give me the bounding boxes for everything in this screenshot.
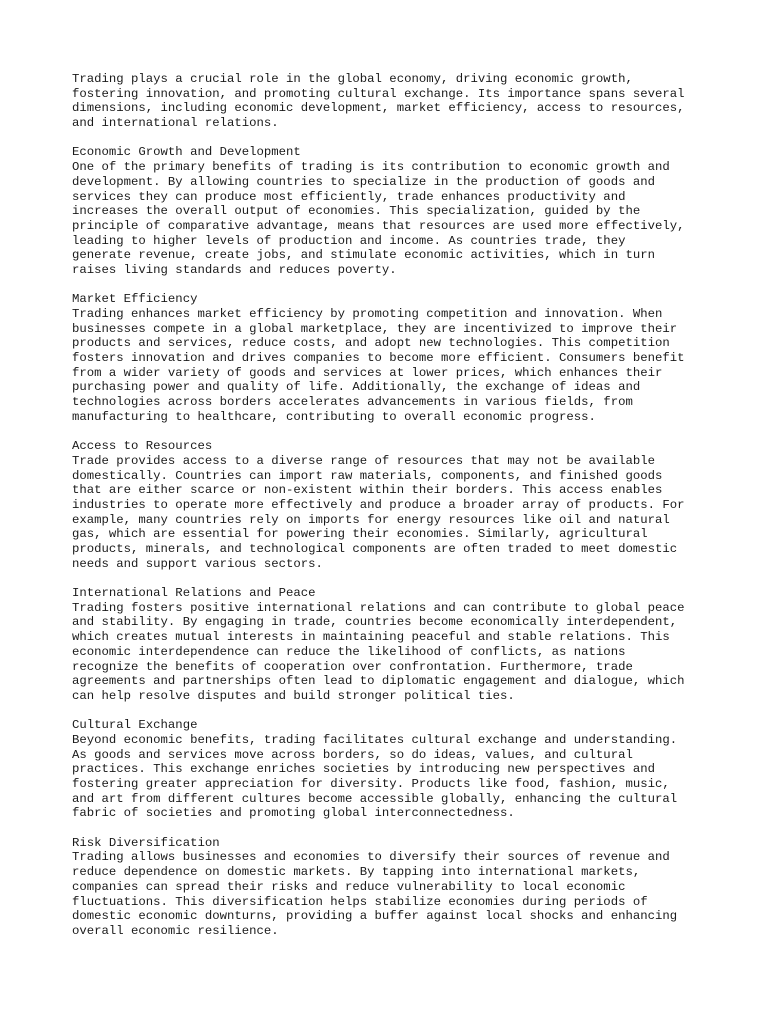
paragraph-line: from a wider variety of goods and services at lower prices, which enhances their: [72, 365, 663, 380]
paragraph-line: reduce dependence on domestic markets. By tapping into international markets,: [72, 865, 641, 880]
paragraph-line: industries to operate more effectively and produce a broader array of products. For: [72, 497, 685, 512]
paragraph-line: fosters innovation and drives companies to become more efficient. Consumers benefit: [72, 351, 685, 366]
paragraph-line: principle of comparative advantage, means that resources are used more effectively,: [72, 218, 685, 233]
paragraph-line: overall economic resilience.: [72, 923, 279, 938]
paragraph-line: needs and support various sectors.: [72, 556, 323, 571]
paragraph-line: domestically. Countries can import raw materials, components, and finished goods: [72, 468, 663, 483]
paragraph-line: companies can spread their risks and reduce vulnerability to local economic: [72, 879, 626, 894]
section-market-efficiency: [72, 292, 702, 424]
paragraph-line: practices. This exchange enriches societies by introducing new perspectives and: [72, 762, 655, 777]
paragraph-line: Trading plays a crucial role in the global economy, driving economic growth,: [72, 72, 633, 86]
paragraph-line: Trading fosters positive international relations and can contribute to global peace: [72, 600, 685, 615]
paragraph-line: and art from different cultures become accessible globally, enhancing the cultural: [72, 791, 678, 806]
section-heading: Access to Resources: [72, 439, 213, 454]
paragraph-line: development. By allowing countries to specialize in the production of goods and: [72, 174, 655, 189]
paragraph-line: Beyond economic benefits, trading facilitates cultural exchange and understanding.: [72, 732, 678, 747]
paragraph-line: agreements and partnerships often lead to diplomatic engagement and dialogue, which: [72, 674, 685, 689]
section-heading: Market Efficiency: [72, 292, 198, 307]
paragraph-line: economic interdependence can reduce the likelihood of conflicts, as nations: [72, 644, 626, 659]
paragraph-line: generate revenue, create jobs, and stimulate economic activities, which in turn: [72, 248, 655, 263]
paragraph-line: dimensions, including economic development, market efficiency, access to resources,: [72, 101, 685, 116]
section-heading: Risk Diversification: [72, 835, 220, 850]
paragraph-line: and international relations.: [72, 116, 279, 131]
paragraph-line: fabric of societies and promoting global interconnectedness.: [72, 806, 515, 821]
paragraph-line: increases the overall output of economies. This specialization, guided by the: [72, 204, 641, 219]
paragraph-line: fostering greater appreciation for diversity. Products like food, fashion, music,: [72, 777, 670, 791]
paragraph-line: and stability. By engaging in trade, countries become economically interdependent,: [72, 615, 678, 630]
section-heading: Cultural Exchange: [72, 718, 198, 733]
paragraph-line: Trading allows businesses and economies to diversify their sources of revenue and: [72, 850, 670, 865]
section-access-to-resources: [72, 439, 702, 571]
section-international-relations: [72, 586, 702, 704]
paragraph-line: technologies across borders accelerates advancements in various fields, from: [72, 395, 633, 410]
section-heading: International Relations and Peace: [72, 586, 316, 601]
paragraph-line: One of the primary benefits of trading is its contribution to economic growth and: [72, 160, 670, 175]
paragraph-line: fostering innovation, and promoting cultural exchange. Its importance spans several: [72, 86, 685, 101]
paragraph-line: businesses compete in a global marketplace, they are incentivized to improve their: [72, 321, 678, 336]
paragraph-line: can help resolve disputes and build stronger political ties.: [72, 688, 515, 703]
paragraph-line: raises living standards and reduces poverty.: [72, 262, 397, 277]
paragraph-line: that are either scarce or non-existent within their borders. This access enables: [72, 483, 663, 498]
paragraph-line: Trade provides access to a diverse range of resources that may not be available: [72, 453, 655, 468]
paragraph-line: products, minerals, and technological components are often traded to meet domestic: [72, 542, 678, 556]
document-page: [72, 72, 702, 953]
paragraph-line: example, many countries rely on imports for energy resources like oil and natural: [72, 512, 670, 527]
paragraph-line: Trading enhances market efficiency by promoting competition and innovation. When: [72, 307, 663, 321]
paragraph-line: recognize the benefits of cooperation over confrontation. Furthermore, trade: [72, 659, 633, 674]
paragraph-line: As goods and services move across borders, so do ideas, values, and cultural: [72, 747, 633, 762]
paragraph-line: gas, which are essential for powering their economies. Similarly, agricultural: [72, 527, 648, 542]
paragraph-line: domestic economic downturns, providing a buffer against local shocks and enhancing: [72, 909, 678, 924]
section-economic-growth: [72, 145, 702, 277]
paragraph-line: leading to higher levels of production and income. As countries trade, they: [72, 233, 626, 248]
section-risk-diversification: [72, 836, 702, 939]
paragraph-line: fluctuations. This diversification helps stabilize economies during periods of: [72, 894, 648, 909]
section-cultural-exchange: [72, 718, 702, 821]
paragraph-line: services they can produce most efficiently, trade enhances productivity and: [72, 189, 626, 204]
intro-paragraph: [72, 72, 702, 131]
paragraph-line: products and services, reduce costs, and adopt new technologies. This competition: [72, 336, 670, 351]
paragraph-line: manufacturing to healthcare, contributing to overall economic progress.: [72, 409, 596, 424]
paragraph-line: purchasing power and quality of life. Additionally, the exchange of ideas and: [72, 380, 641, 395]
section-heading: Economic Growth and Development: [72, 145, 301, 160]
paragraph-line: which creates mutual interests in maintaining peaceful and stable relations. This: [72, 630, 670, 645]
